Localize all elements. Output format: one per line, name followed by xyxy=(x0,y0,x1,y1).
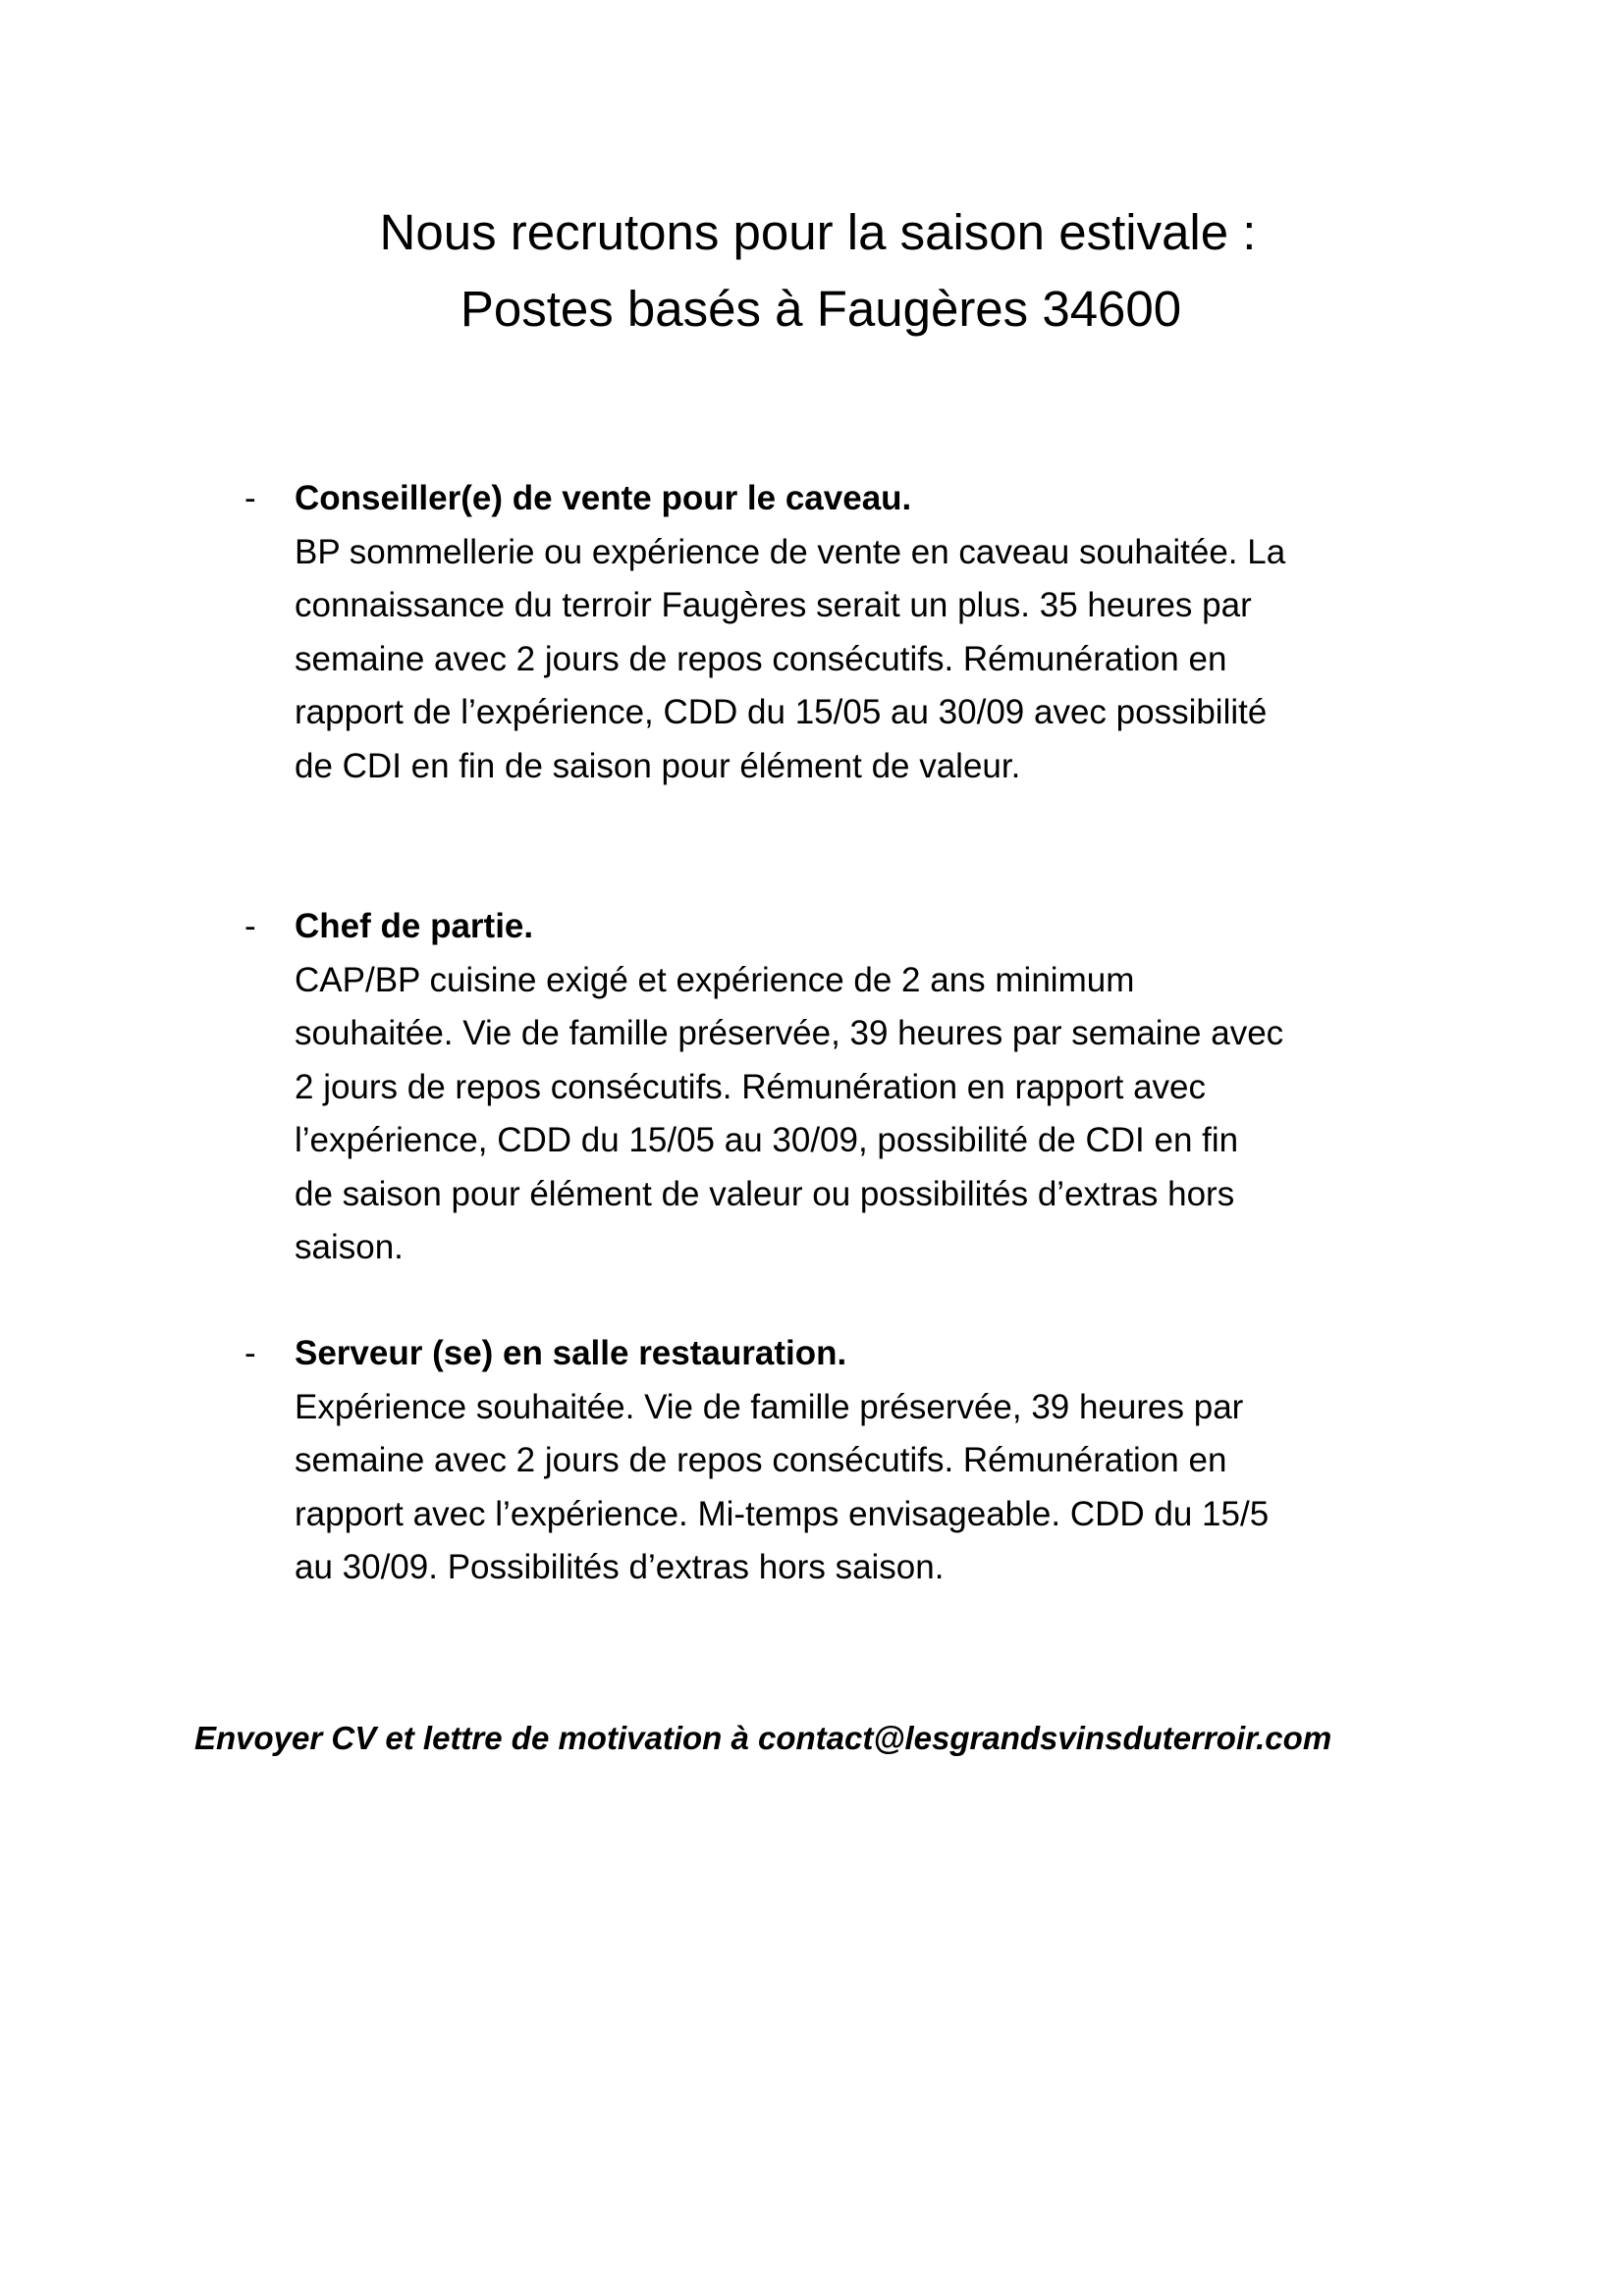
job-description-line: de CDI en fin de saison pour élément de valeur. xyxy=(295,746,1021,785)
header-title-line-1: Nous recrutons pour la saison estivale : xyxy=(379,204,1257,260)
job-content xyxy=(295,900,1453,1275)
job-description-line: Expérience souhaitée. Vie de famille préservée, 39 heures par xyxy=(295,1387,1244,1426)
header-title-line-2: Postes basés à Faugères 34600 xyxy=(460,281,1182,337)
job-title: Chef de partie. xyxy=(295,907,534,945)
list-bullet: - xyxy=(244,907,256,945)
job-description-line: souhaitée. Vie de famille préservée, 39 heures par semaine avec xyxy=(295,1014,1284,1052)
job-description-line: rapport de l’expérience, CDD du 15/05 au 30/09 avec possibilité xyxy=(295,693,1268,731)
job-description-line: semaine avec 2 jours de repos consécutifs. Rémunération en xyxy=(295,1441,1227,1479)
job-content xyxy=(295,1327,1453,1595)
job-description-line: BP sommellerie ou expérience de vente en caveau souhaitée. La xyxy=(295,532,1286,571)
job-title: Conseiller(e) de vente pour le caveau. xyxy=(295,479,912,517)
job-description-line: semaine avec 2 jours de repos consécutifs. Rémunération en xyxy=(295,639,1227,678)
list-bullet: - xyxy=(244,479,256,517)
job-title: Serveur (se) en salle restauration. xyxy=(295,1334,847,1372)
job-description-line: rapport avec l’expérience. Mi-temps envisageable. CDD du 15/5 xyxy=(295,1494,1270,1533)
job-description-line: connaissance du terroir Faugères serait un plus. 35 heures par xyxy=(295,586,1252,624)
list-bullet: - xyxy=(244,1334,256,1372)
job-description-line: de saison pour élément de valeur ou possibilités d’extras hors xyxy=(295,1174,1235,1213)
job-description-line: CAP/BP cuisine exigé et expérience de 2 ans minimum xyxy=(295,960,1135,999)
job-description-line: 2 jours de repos consécutifs. Rémunération en rapport avec xyxy=(295,1067,1207,1106)
job-content xyxy=(295,472,1453,793)
job-description-line: au 30/09. Possibilités d’extras hors saison. xyxy=(295,1548,945,1586)
contact-instructions: Envoyer CV et lettre de motivation à contact@lesgrandsvinsduterroir.com xyxy=(194,1720,1332,1756)
job-description-line: saison. xyxy=(295,1228,404,1266)
page-header xyxy=(0,194,1624,347)
job-description-line: l’expérience, CDD du 15/05 au 30/09, possibilité de CDI en fin xyxy=(295,1121,1239,1159)
